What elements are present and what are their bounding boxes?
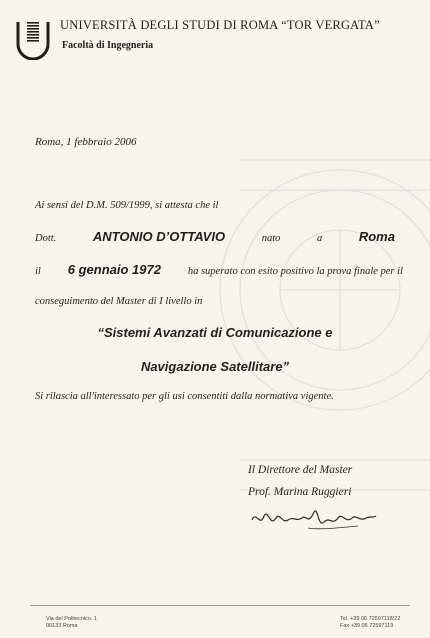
recipient-name: ANTONIO D’OTTAVIO [92, 229, 226, 244]
master-intro: conseguimento del Master di I livello in [35, 296, 203, 307]
release-note: Si rilascia all'interessato per gli usi consentiti dalla normativa vigente. [35, 391, 334, 402]
tel: Tel. +39 06 72597118/22 [340, 616, 401, 622]
address-line1: Via del Politecnico, 1 [46, 616, 97, 622]
footer-contacts [340, 616, 400, 630]
signatory-role: Il Direttore del Master [248, 464, 353, 476]
handwritten-signature [248, 504, 378, 534]
master-title-line1: “Sistemi Avanzati di Comunicazione e [97, 325, 333, 340]
birthplace: Roma [358, 229, 395, 244]
footer-divider [30, 605, 410, 606]
title-prefix: Dott. [35, 233, 57, 244]
master-title-line2: Navigazione Satellitare” [140, 359, 290, 374]
fax: Fax +39 06 72597119 [340, 623, 394, 629]
footer-address [46, 616, 97, 630]
address-line2: 00133 Roma [46, 623, 78, 629]
attestation-text: Ai sensi del D.M. 509/1999, si attesta che il [35, 200, 219, 211]
university-logo [16, 18, 50, 60]
recipient-row [35, 229, 395, 244]
at-label: a [316, 233, 323, 244]
outcome-text: ha superato con esito positivo la prova finale per il [187, 266, 403, 277]
signatory-name: Prof. Marina Ruggieri [248, 486, 352, 498]
faculty-name: Facoltà di Ingegneria [62, 40, 154, 51]
birthdate: 6 gennaio 1972 [67, 262, 161, 277]
born-label: nato [261, 233, 281, 244]
on-label: il [35, 266, 41, 277]
birthdate-row [35, 262, 403, 277]
place-date: Roma, 1 febbraio 2006 [35, 136, 137, 148]
university-name: UNIVERSITÀ DEGLI STUDI DI ROMA “TOR VERGATA” [60, 18, 380, 32]
